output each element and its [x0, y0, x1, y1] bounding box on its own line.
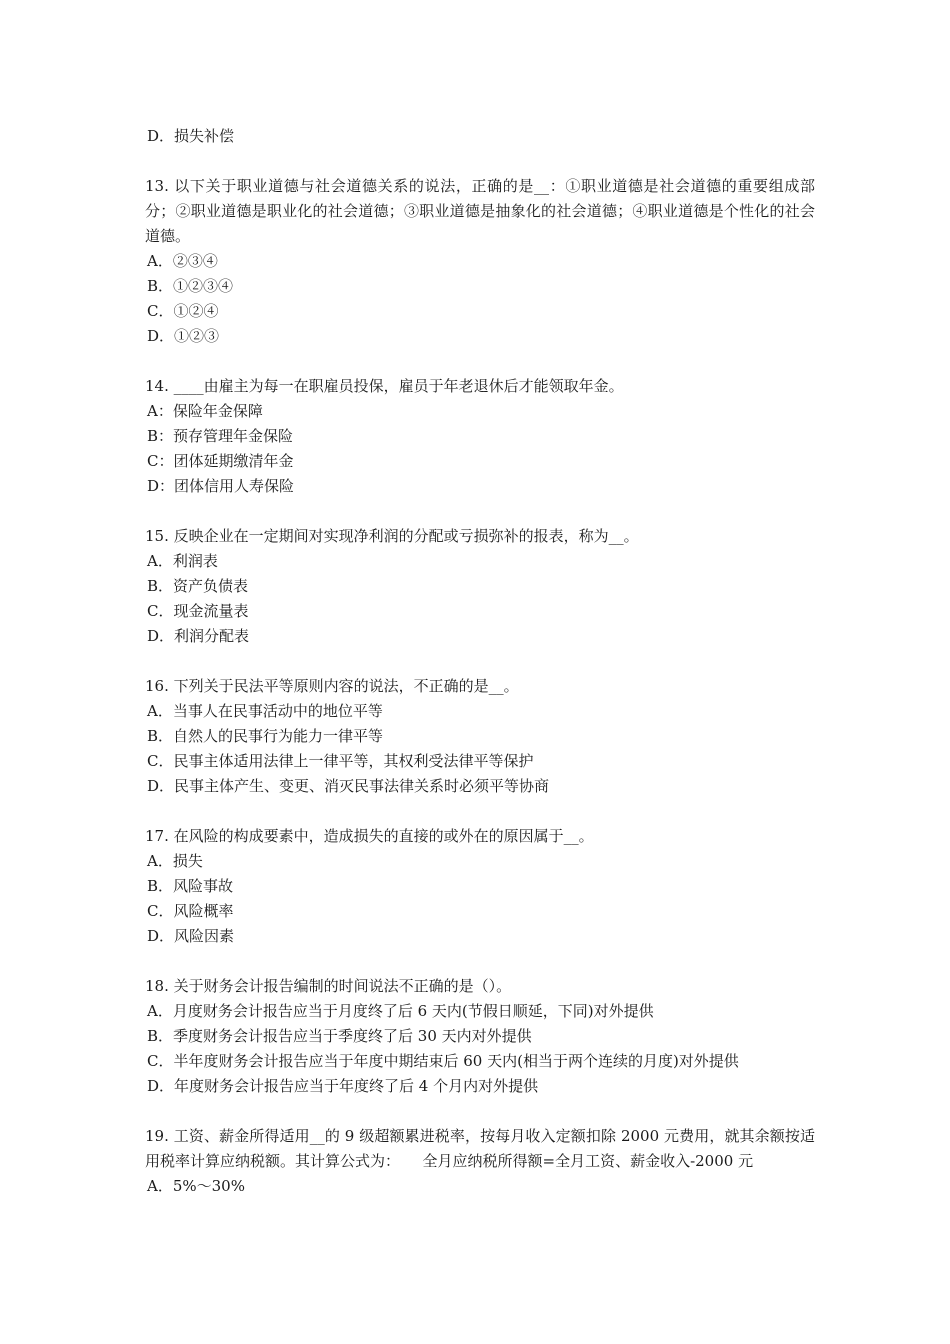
option-d: D．民事主体产生、变更、消灭民事法律关系时必须平等协商: [147, 777, 550, 795]
option-b: B．资产负债表: [147, 577, 249, 595]
option-c: C．风险概率: [147, 902, 234, 920]
option-b: B．风险事故: [147, 877, 234, 895]
question-18: [145, 974, 815, 1099]
option-d: D．年度财务会计报告应当于年度终了后 4 个月内对外提供: [147, 1077, 539, 1095]
question-stem: 15. 反映企业在一定期间对实现净利润的分配或亏损弥补的报表，称为__。: [145, 527, 639, 545]
question-17: [145, 824, 815, 949]
question-13: [145, 174, 815, 349]
option-b: B．自然人的民事行为能力一律平等: [147, 727, 384, 745]
option-d: D．①②③: [147, 327, 220, 345]
option-c: C．半年度财务会计报告应当于年度中期结束后 60 天内(相当于两个连续的月度)对外提供: [147, 1052, 739, 1070]
question-15: [145, 524, 815, 649]
question-stem: 16. 下列关于民法平等原则内容的说法，不正确的是__。: [145, 677, 519, 695]
question-stem: 17. 在风险的构成要素中，造成损失的直接的或外在的原因属于__。: [145, 827, 594, 845]
question-14: [145, 374, 815, 499]
option-b: B．①②③④: [147, 277, 234, 295]
option-c: C．现金流量表: [147, 602, 249, 620]
option-d: D．利润分配表: [147, 627, 250, 645]
question-stem: 14. ____由雇主为每一在职雇员投保，雇员于年老退休后才能领取年金。: [145, 377, 624, 395]
option-d: D：团体信用人寿保险: [147, 477, 295, 495]
question-19: [145, 1124, 815, 1199]
question-stem: 18. 关于财务会计报告编制的时间说法不正确的是（）。: [145, 977, 512, 995]
option-b: B．季度财务会计报告应当于季度终了后 30 天内对外提供: [147, 1027, 532, 1045]
option-b: B：预存管理年金保险: [147, 427, 294, 445]
question-16: [145, 674, 815, 799]
option-a: A．利润表: [147, 552, 218, 570]
option-d: D．风险因素: [147, 927, 235, 945]
option-d-previous: D．损失补偿: [147, 127, 235, 145]
option-c: C．民事主体适用法律上一律平等，其权利受法律平等保护: [147, 752, 534, 770]
option-c: C：团体延期缴清年金: [147, 452, 294, 470]
question-list: [145, 124, 815, 1199]
option-a: A．当事人在民事活动中的地位平等: [147, 702, 383, 720]
question-stem: 19. 工资、薪金所得适用__的 9 级超额累进税率，按每月收入定额扣除 2000 元费用，就其余额按适用税率计算应纳税额。其计算公式为： 全月应纳税所得额=全月工资、薪金收入-2000 元: [145, 1127, 815, 1170]
question-stem: 13. 以下关于职业道德与社会道德关系的说法，正确的是__：①职业道德是社会道德的重要组成部分；②职业道德是职业化的社会道德；③职业道德是抽象化的社会道德；④职业道德是个性化的社会道德。: [145, 177, 815, 245]
option-a: A．②③④: [147, 252, 218, 270]
option-a: A．月度财务会计报告应当于月度终了后 6 天内(节假日顺延，下同)对外提供: [147, 1002, 654, 1020]
option-a: A．损失: [147, 852, 203, 870]
option-a: A：保险年金保障: [147, 402, 263, 420]
option-a: A．5%～30%: [147, 1177, 245, 1195]
option-c: C．①②④: [147, 302, 219, 320]
